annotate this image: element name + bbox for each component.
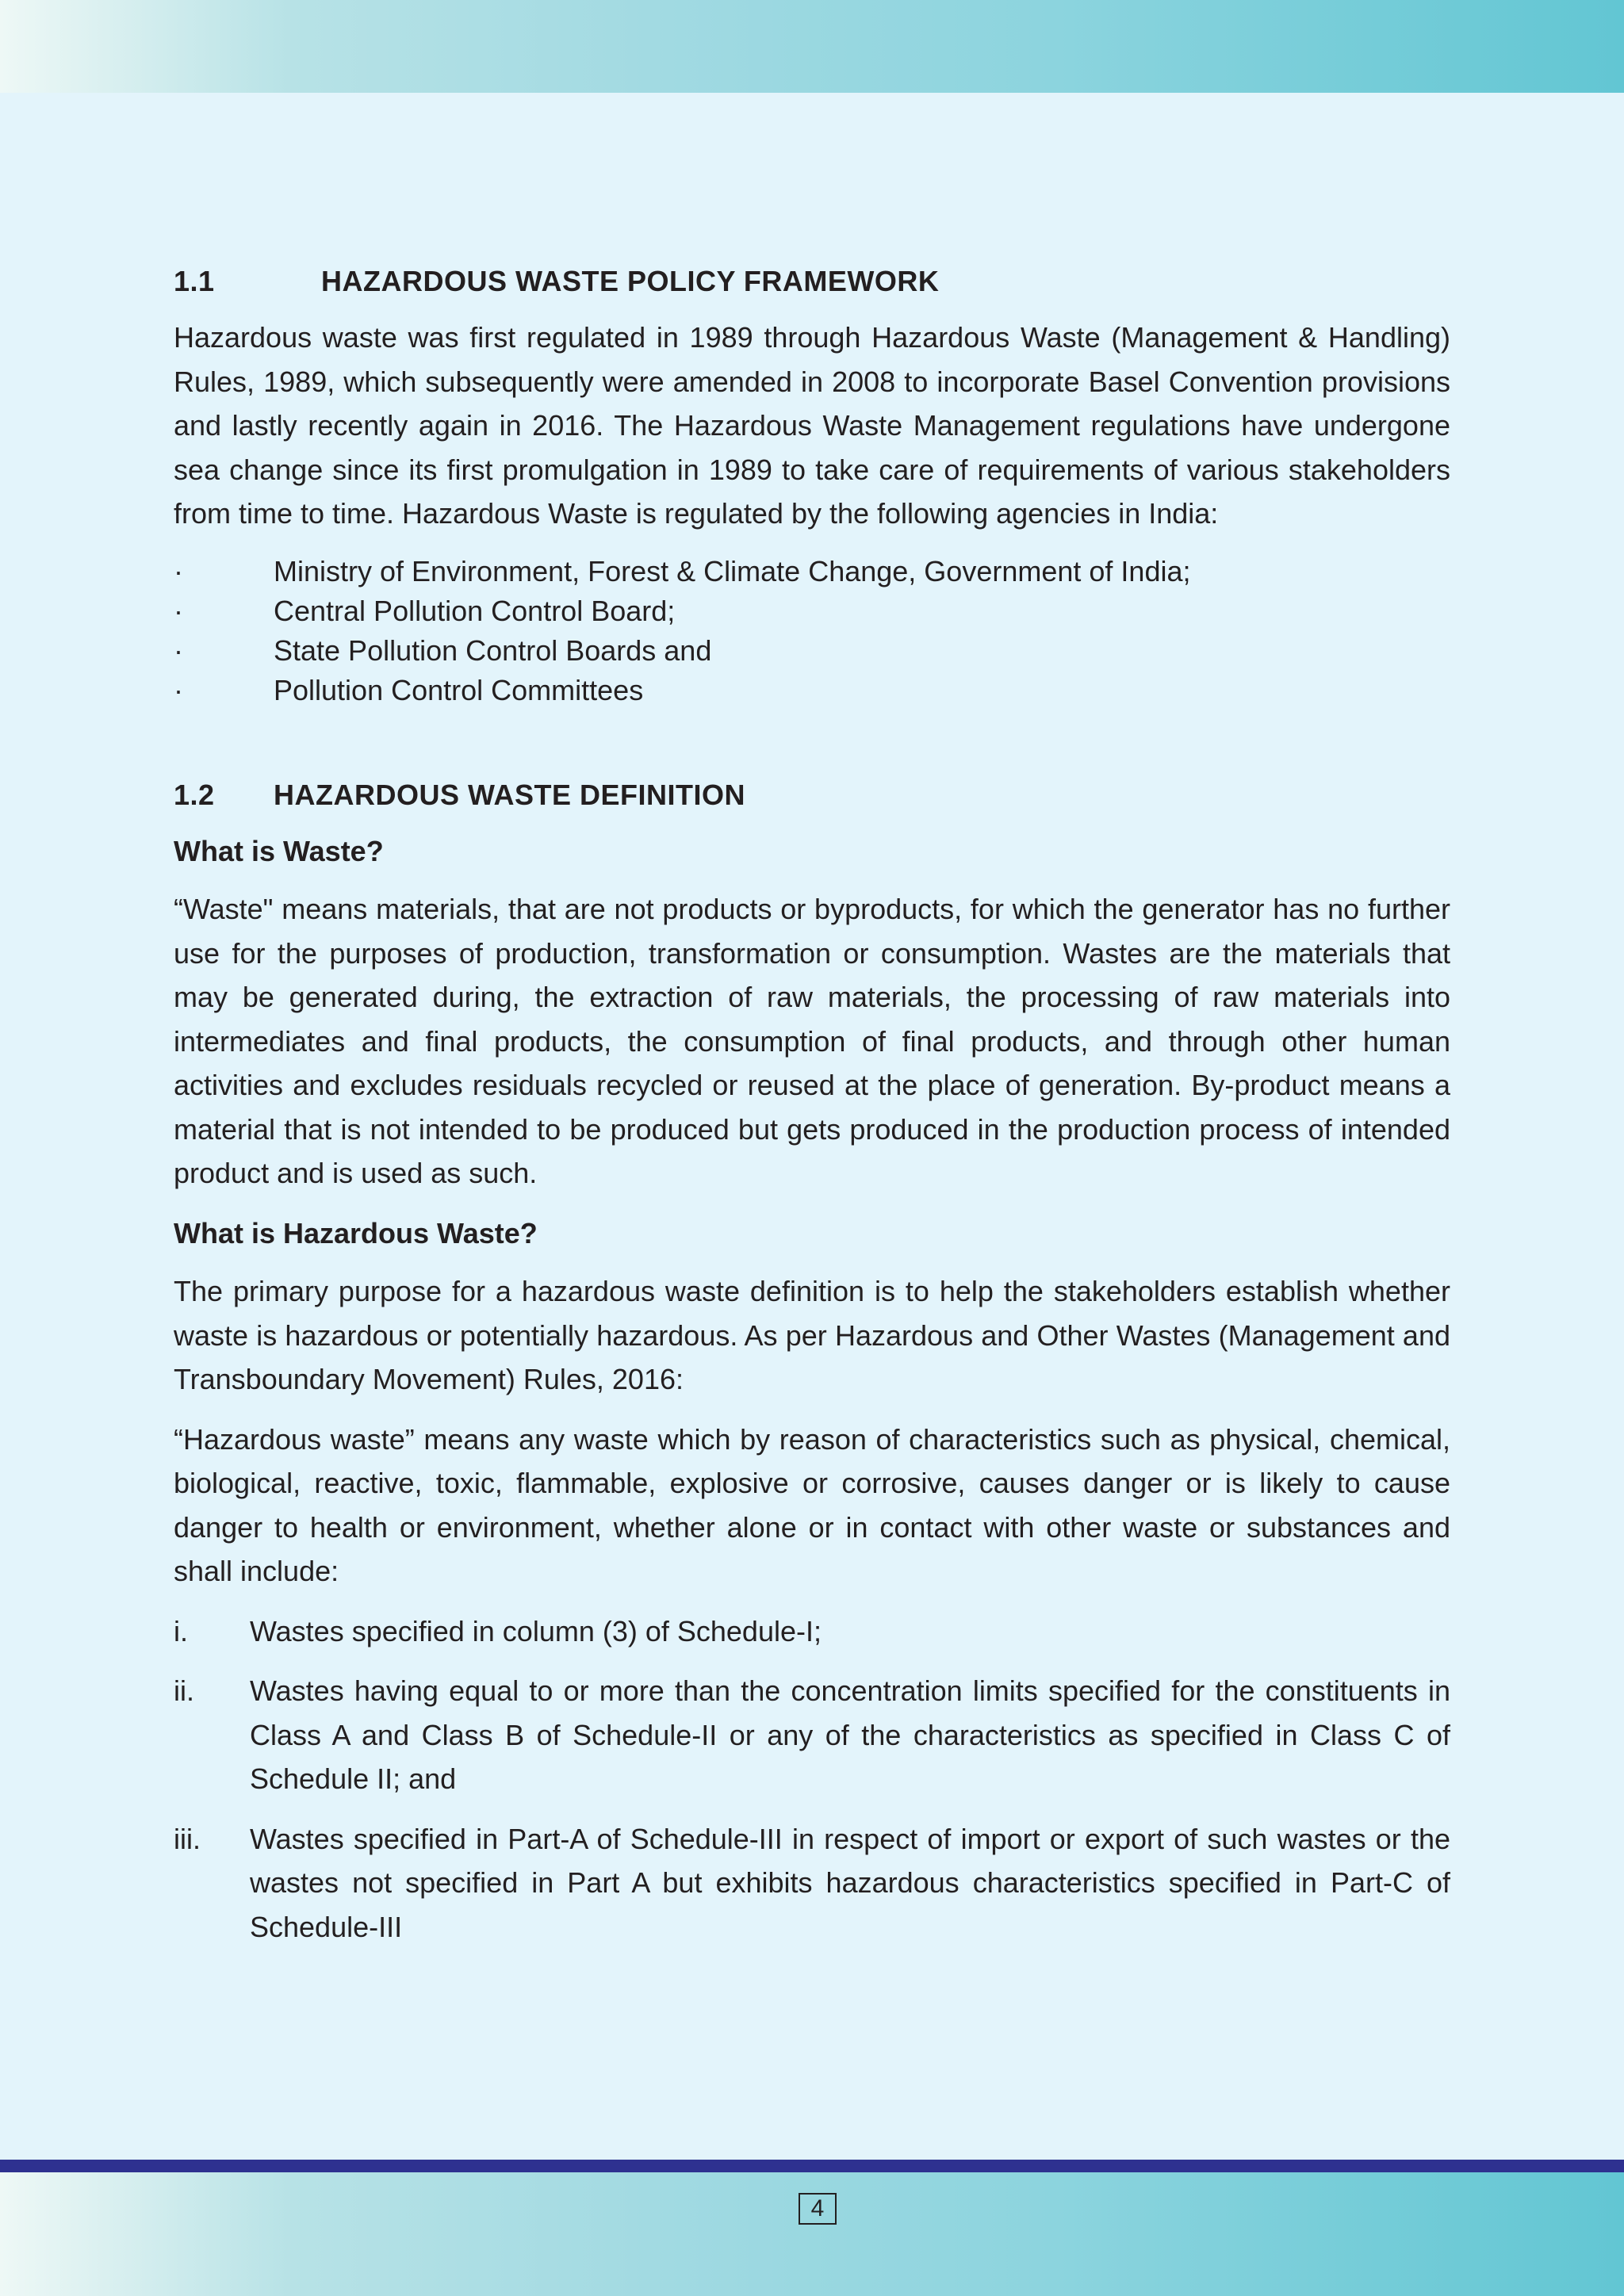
- list-item-text: Wastes specified in Part-A of Schedule-III in respect of import or export of such wastes or the wastes not specified in Part A but exhibits hazardous characteristics specified in Part-C of Schedule-III: [250, 1822, 1450, 1943]
- page-content: [174, 262, 1450, 1965]
- list-marker: i.: [174, 1614, 188, 1647]
- list-item-text: State Pollution Control Boards and: [274, 633, 712, 667]
- list-item: [174, 552, 1450, 591]
- bullet-symbol: ·: [174, 633, 183, 667]
- section-number: 1.1: [174, 265, 215, 297]
- list-item-text: Pollution Control Committees: [274, 673, 644, 706]
- list-item: [174, 591, 1450, 631]
- section-spacer: [174, 710, 1450, 775]
- hazardous-waste-inclusions-list: [174, 1609, 1450, 1950]
- page-number: 4: [799, 2193, 837, 2225]
- what-is-hazardous-waste-heading: What is Hazardous Waste?: [174, 1216, 538, 1249]
- agencies-list: [174, 552, 1450, 710]
- list-marker: ii.: [174, 1674, 194, 1707]
- section-number: 1.2: [174, 778, 215, 811]
- list-item: [174, 1669, 1450, 1801]
- what-is-waste-heading: What is Waste?: [174, 834, 384, 867]
- section-title: HAZARDOUS WASTE POLICY FRAMEWORK: [321, 265, 940, 297]
- hazardous-waste-purpose-paragraph: The primary purpose for a hazardous waste definition is to help the stakeholders establish whether waste is hazardous or potentially hazardous. As per Hazardous and Other Wastes (Management and Transboundary Movement) Rules, 2016:: [174, 1275, 1450, 1395]
- section-heading-1-1: [174, 262, 1450, 301]
- section-title: HAZARDOUS WASTE DEFINITION: [274, 778, 745, 811]
- list-item-text: Central Pollution Control Board;: [274, 594, 676, 627]
- list-marker: iii.: [174, 1822, 201, 1855]
- policy-framework-paragraph: Hazardous waste was first regulated in 1989 through Hazardous Waste (Management & Handling) Rules, 1989, which subsequently were amended in 2008 to incorporate Basel Convention provisions and lastly recently again in 2016. The Hazardous Waste Management regulations have undergone sea change since its first promulgation in 1989 to take care of requirements of various stakeholders from time to time. Hazardous Waste is regulated by the following agencies in India:: [174, 321, 1450, 530]
- list-item: [174, 631, 1450, 671]
- list-item-text: Wastes having equal to or more than the concentration limits specified for the constituents in Class A and Class B of Schedule-II or any of the characteristics as specified in Class C of Schedule II; and: [250, 1674, 1450, 1795]
- list-item-text: Ministry of Environment, Forest & Climate Change, Government of India;: [274, 554, 1191, 587]
- list-item: [174, 1817, 1450, 1950]
- section-heading-1-2: [174, 775, 1450, 815]
- what-is-waste-paragraph: “Waste" means materials, that are not products or byproducts, for which the generator has no further use for the purposes of production, transformation or consumption. Wastes are the materials that may be generated during, the extraction of raw materials, the processing of raw materials into intermediates and final products, the consumption of final products, and through other human activities and excludes residuals recycled or reused at the place of generation. By-product means a material that is not intended to be produced but gets produced in the production process of intended product and is used as such.: [174, 893, 1450, 1189]
- bullet-symbol: ·: [174, 554, 183, 587]
- bullet-symbol: ·: [174, 594, 183, 627]
- list-item: [174, 1609, 1450, 1654]
- bullet-symbol: ·: [174, 673, 183, 706]
- top-decorative-band: [0, 0, 1624, 93]
- hazardous-waste-definition-paragraph: “Hazardous waste” means any waste which by reason of characteristics such as physical, chemical, biological, reactive, toxic, flammable, explosive or corrosive, causes danger or is likely to cause danger to health or environment, whether alone or in contact with other waste or substances and shall include:: [174, 1422, 1450, 1587]
- list-item: [174, 671, 1450, 710]
- list-item-text: Wastes specified in column (3) of Schedule-I;: [250, 1614, 822, 1647]
- bottom-decorative-band: [0, 2172, 1624, 2296]
- footer-rule: [0, 2160, 1624, 2172]
